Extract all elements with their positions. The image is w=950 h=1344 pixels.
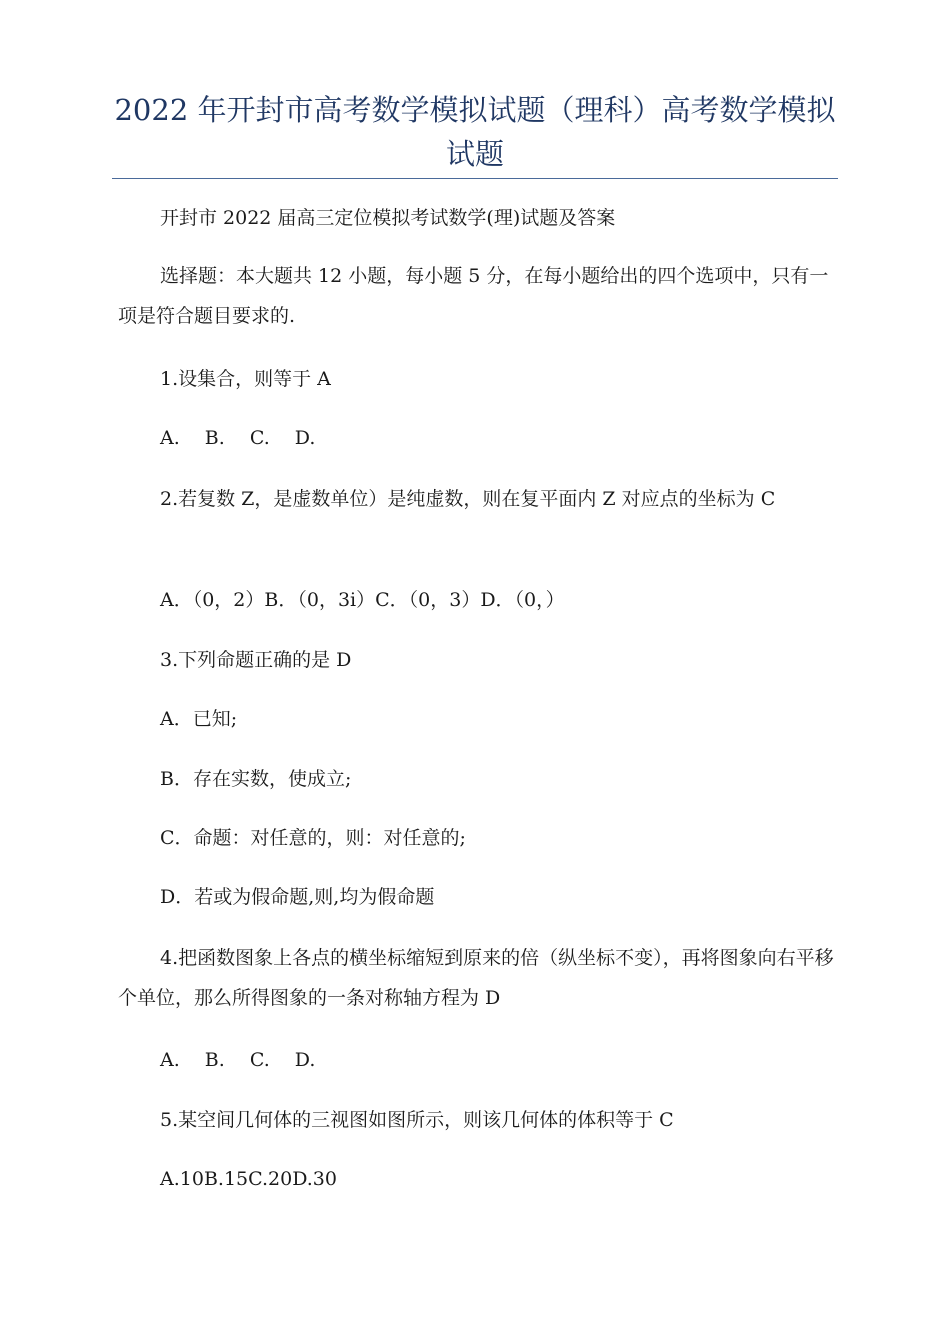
question-3-option-d: D．若或为假命题,则,均为假命题	[160, 886, 435, 908]
question-1: 1.设集合，则等于 A	[160, 368, 331, 390]
subtitle-paragraph: 开封市 2022 届高三定位模拟考试数学(理)试题及答案	[160, 207, 616, 229]
question-5-options: A.10B.15C.20D.30	[160, 1168, 337, 1190]
question-3: 3.下列命题正确的是 D	[160, 649, 352, 671]
question-4: 4.把函数图象上各点的横坐标缩短到原来的倍（纵坐标不变），再将图象向右平移个单位，那么所得图象的一条对称轴方程为 D	[118, 947, 834, 1009]
section-instructions: 选择题：本大题共 12 小题，每小题 5 分，在每小题给出的四个选项中，只有一项是符合题目要求的.	[118, 265, 829, 327]
title-line-2: 试题	[445, 137, 504, 171]
title-divider	[112, 178, 838, 179]
question-2-options: A．（0，2）B．（0，3i）C．（0，3）D．（0，）	[160, 589, 565, 611]
question-3-option-a: A．已知;	[160, 708, 238, 730]
question-1-options: A. B. C. D.	[160, 427, 316, 449]
title-line-1: 2022 年开封市高考数学模拟试题（理科）高考数学模拟	[114, 93, 836, 127]
question-2: 2.若复数 Z，是虚数单位）是纯虚数，则在复平面内 Z 对应点的坐标为 C	[160, 488, 776, 510]
question-3-option-c: C．命题：对任意的，则：对任意的;	[160, 827, 466, 849]
question-4-options: A. B. C. D.	[160, 1049, 316, 1071]
document-title	[112, 88, 838, 176]
question-3-option-b: B．存在实数，使成立;	[160, 768, 352, 790]
question-5: 5.某空间几何体的三视图如图所示，则该几何体的体积等于 C	[160, 1109, 674, 1131]
